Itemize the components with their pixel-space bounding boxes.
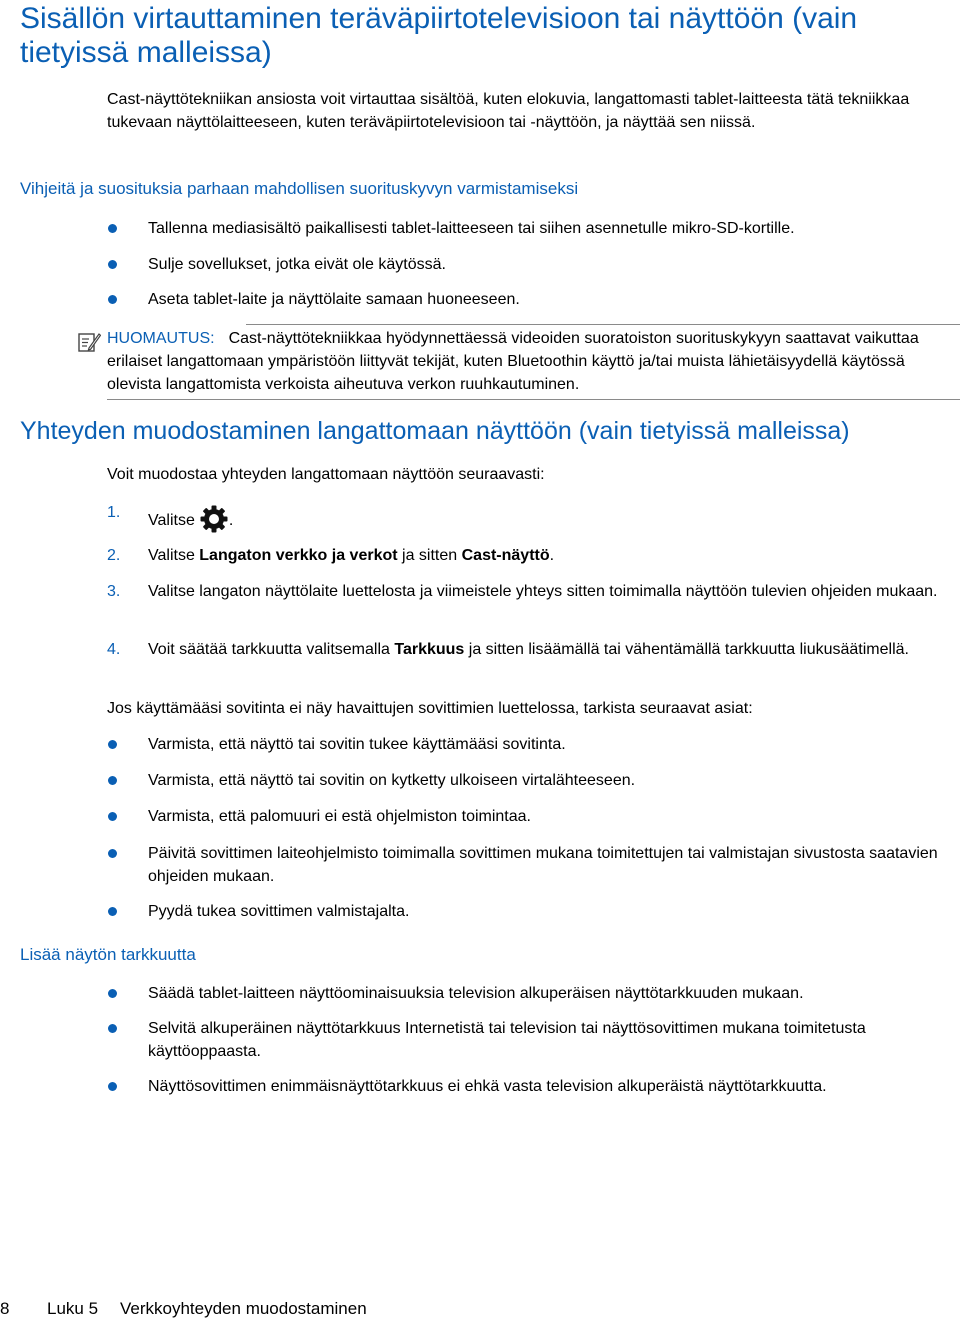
step-text: ja sitten lisäämällä tai vähentämällä tarkkuutta liukusäätimellä. xyxy=(464,641,909,658)
tips-heading: Vihjeitä ja suosituksia parhaan mahdollisen suorituskyvyn varmistamiseksi xyxy=(20,179,579,198)
step-number: 1. xyxy=(107,504,121,521)
footer-chapter: Luku 5 xyxy=(47,1299,99,1318)
note-label: HUOMAUTUS: xyxy=(107,330,215,347)
trouble-item: Varmista, että palomuuri ei estä ohjelmiston toimintaa. xyxy=(148,808,531,825)
step-text: Valitse xyxy=(148,547,200,564)
ui-label-resolution: Tarkkuus xyxy=(394,641,465,658)
step-period: . xyxy=(549,547,555,564)
step-1-text xyxy=(148,504,938,534)
step-number: 2. xyxy=(107,547,121,564)
ui-label-wireless-networks: Langaton verkko ja verkot xyxy=(199,547,398,564)
connect-intro: Voit muodostaa yhteyden langattomaan näyttöön seuraavasti: xyxy=(107,466,545,483)
connect-heading: Yhteyden muodostaminen langattomaan näyttöön (vain tietyissä malleissa) xyxy=(20,417,850,445)
step-text: ja sitten xyxy=(397,547,462,564)
step-number: 3. xyxy=(107,583,121,600)
trouble-intro: Jos käyttämääsi sovitinta ei näy havaittujen sovittimien luettelossa, tarkista seuraavat asiat: xyxy=(107,700,753,717)
step-text: Voit säätää tarkkuutta valitsemalla xyxy=(148,641,395,658)
bullet-dot xyxy=(108,907,117,916)
step-2-text xyxy=(148,544,938,567)
step-period: . xyxy=(228,512,234,529)
bullet-dot xyxy=(108,1024,117,1033)
bullet-dot xyxy=(108,849,117,858)
gear-icon[interactable] xyxy=(199,504,229,534)
trouble-item: Varmista, että näyttö tai sovitin tukee käyttämääsi sovitinta. xyxy=(148,736,566,753)
bullet-dot xyxy=(108,989,117,998)
bullet-dot xyxy=(108,1082,117,1091)
footer-chapter-title: Verkkoyhteyden muodostaminen xyxy=(120,1299,367,1318)
note-pencil-icon xyxy=(77,330,101,354)
trouble-item: Päivitä sovittimen laiteohjelmisto toimimalla sovittimen mukana toimitettujen tai valmistajan sivustosta saatavien ohjeiden mukaan. xyxy=(148,845,938,885)
bullet-dot xyxy=(108,812,117,821)
intro-paragraph: Cast-näyttötekniikan ansiosta voit virtauttaa sisältöä, kuten elokuvia, langattomasti tablet-laitteesta tätä tekniikkaa tukevaan näyttölaitteeseen, kuten teräväpiirtotelevisioon tai -näyttöön, ja näyttää sen niissä. xyxy=(107,91,910,131)
trouble-item: Varmista, että näyttö tai sovitin on kytketty ulkoiseen virtalähteeseen. xyxy=(148,772,636,789)
step-text: Valitse xyxy=(148,512,195,529)
note-bottom-rule xyxy=(107,399,960,400)
resolution-item: Säädä tablet-laitteen näyttöominaisuuksia television alkuperäisen näyttötarkkuuden mukaan. xyxy=(148,985,804,1002)
step-number: 4. xyxy=(107,641,121,658)
bullet-dot xyxy=(108,776,117,785)
tips-item: Tallenna mediasisältö paikallisesti tablet-laitteeseen tai siihen asennetulle mikro-SD-kortille. xyxy=(148,220,795,237)
note-text: Cast-näyttötekniikkaa hyödynnettäessä videoiden suoratoiston suorituskykyyn saattavat vaikuttaa erilaiset langattomaan ympäristöön liittyvät tekijät, kuten Bluetoothin käyttö ja/tai muista lähietäisyydellä käytössä olevista langattomista verkoista aiheutuva verkon ruuhkautuminen. xyxy=(107,330,919,393)
bullet-dot xyxy=(108,224,117,233)
step-3-text: Valitse langaton näyttölaite luettelosta ja viimeistele yhteys sitten toimimalla näyttöön tulevien ohjeiden mukaan. xyxy=(148,583,938,600)
bullet-dot xyxy=(108,740,117,749)
ui-label-cast-screen: Cast-näyttö xyxy=(461,547,550,564)
bullet-dot xyxy=(108,260,117,269)
resolution-item: Näyttösovittimen enimmäisnäyttötarkkuus ei ehkä vasta television alkuperäistä näyttötarkkuutta. xyxy=(148,1078,827,1095)
tips-item: Sulje sovellukset, jotka eivät ole käytössä. xyxy=(148,256,446,273)
note-paragraph xyxy=(107,327,947,396)
bullet-dot xyxy=(108,295,117,304)
page-title: Sisällön virtauttaminen teräväpiirtotelevisioon tai näyttöön (vain tietyissä malleissa) xyxy=(20,2,858,69)
note-top-rule xyxy=(246,324,960,325)
tips-item: Aseta tablet-laite ja näyttölaite samaan huoneeseen. xyxy=(148,291,520,308)
resolution-item: Selvitä alkuperäinen näyttötarkkuus Internetistä tai television tai näyttösovittimen mukana toimitetusta käyttöoppaasta. xyxy=(148,1020,866,1060)
step-4-text xyxy=(148,638,938,661)
trouble-item: Pyydä tukea sovittimen valmistajalta. xyxy=(148,903,410,920)
resolution-heading: Lisää näytön tarkkuutta xyxy=(20,945,196,964)
page-number: 8 xyxy=(0,1299,10,1318)
